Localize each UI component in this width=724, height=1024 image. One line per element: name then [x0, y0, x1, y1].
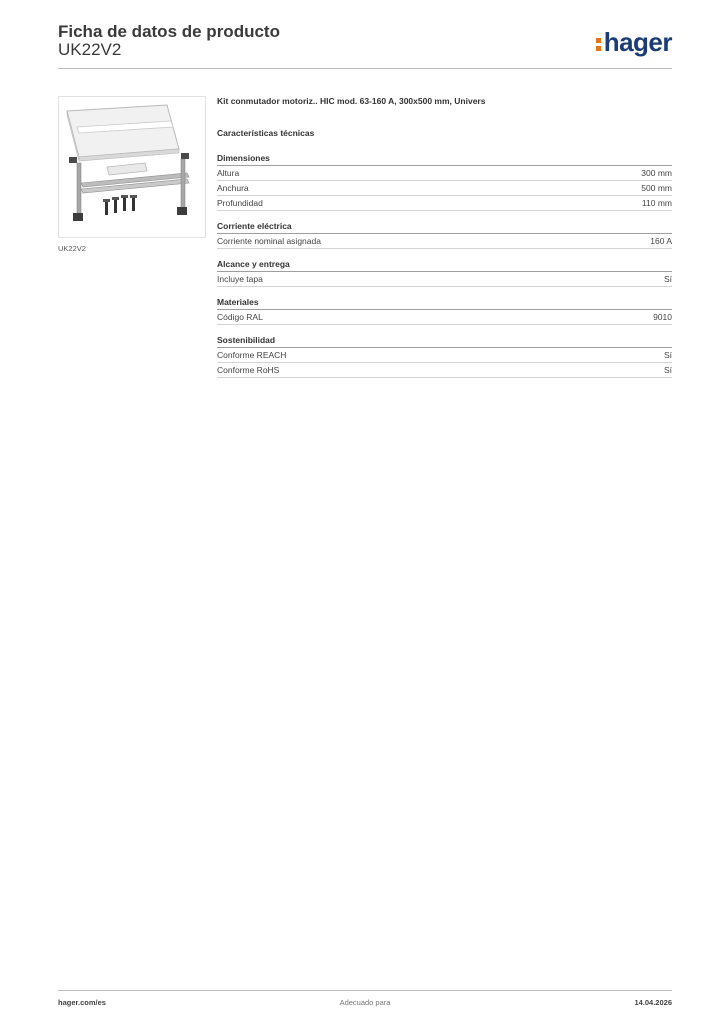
- spec-row: [217, 234, 672, 249]
- spec-value: 160 A: [650, 236, 672, 246]
- section-electrical-current: [217, 221, 672, 249]
- spec-label: Conforme RoHS: [217, 365, 280, 375]
- section-title: Alcance y entrega: [217, 259, 672, 272]
- technical-heading: Características técnicas: [217, 128, 315, 138]
- product-reference: UK22V2: [58, 40, 122, 59]
- header-divider: [58, 68, 672, 69]
- section-sustainability: [217, 335, 672, 378]
- footer-center-text: Adecuado para: [339, 998, 391, 1007]
- spec-row: [217, 272, 672, 287]
- page-footer: [58, 998, 672, 1012]
- section-materials: [217, 297, 672, 325]
- spec-row: [217, 348, 672, 363]
- spec-label: Anchura: [217, 183, 249, 193]
- section-title: Dimensiones: [217, 153, 672, 166]
- page-header: [58, 20, 672, 68]
- hager-logo: [596, 28, 672, 56]
- image-caption: UK22V2: [58, 244, 86, 253]
- footer-date: 14.04.2026: [634, 998, 672, 1007]
- spec-row: [217, 310, 672, 325]
- spec-value: 500 mm: [641, 183, 672, 193]
- spec-value: 110 mm: [641, 198, 672, 208]
- spec-label: Profundidad: [217, 198, 263, 208]
- spec-value: 300 mm: [641, 168, 672, 178]
- spec-label: Código RAL: [217, 312, 263, 322]
- product-details: [217, 96, 672, 388]
- logo-wordmark: hager: [603, 26, 672, 57]
- document-title: Ficha de datos de producto: [58, 22, 280, 41]
- spec-label: Altura: [217, 168, 240, 178]
- section-title: Sostenibilidad: [217, 335, 672, 348]
- section-scope-of-delivery: [217, 259, 672, 287]
- spec-value: 9010: [653, 312, 672, 322]
- spec-value: Sí: [663, 274, 672, 284]
- spec-row: [217, 166, 672, 181]
- footer-divider: [58, 990, 672, 991]
- section-title: Materiales: [217, 297, 672, 310]
- section-dimensions: [217, 153, 672, 211]
- spec-row: [217, 363, 672, 378]
- section-title: Corriente eléctrica: [217, 221, 672, 234]
- spec-value: Sí: [663, 350, 672, 360]
- spec-label: Conforme REACH: [217, 350, 287, 360]
- product-image: [58, 96, 206, 238]
- logo-dots-icon: [596, 36, 602, 52]
- footer-website-link[interactable]: hager.com/es: [58, 998, 106, 1007]
- spec-label: Incluye tapa: [217, 274, 263, 284]
- product-description: Kit conmutador motoriz.. HIC mod. 63-160 A, 300x500 mm, Univers: [217, 96, 486, 106]
- spec-value: Sí: [663, 365, 672, 375]
- spec-label: Corriente nominal asignada: [217, 236, 321, 246]
- spec-row: [217, 181, 672, 196]
- product-illustration-icon: [59, 97, 205, 237]
- spec-row: [217, 196, 672, 211]
